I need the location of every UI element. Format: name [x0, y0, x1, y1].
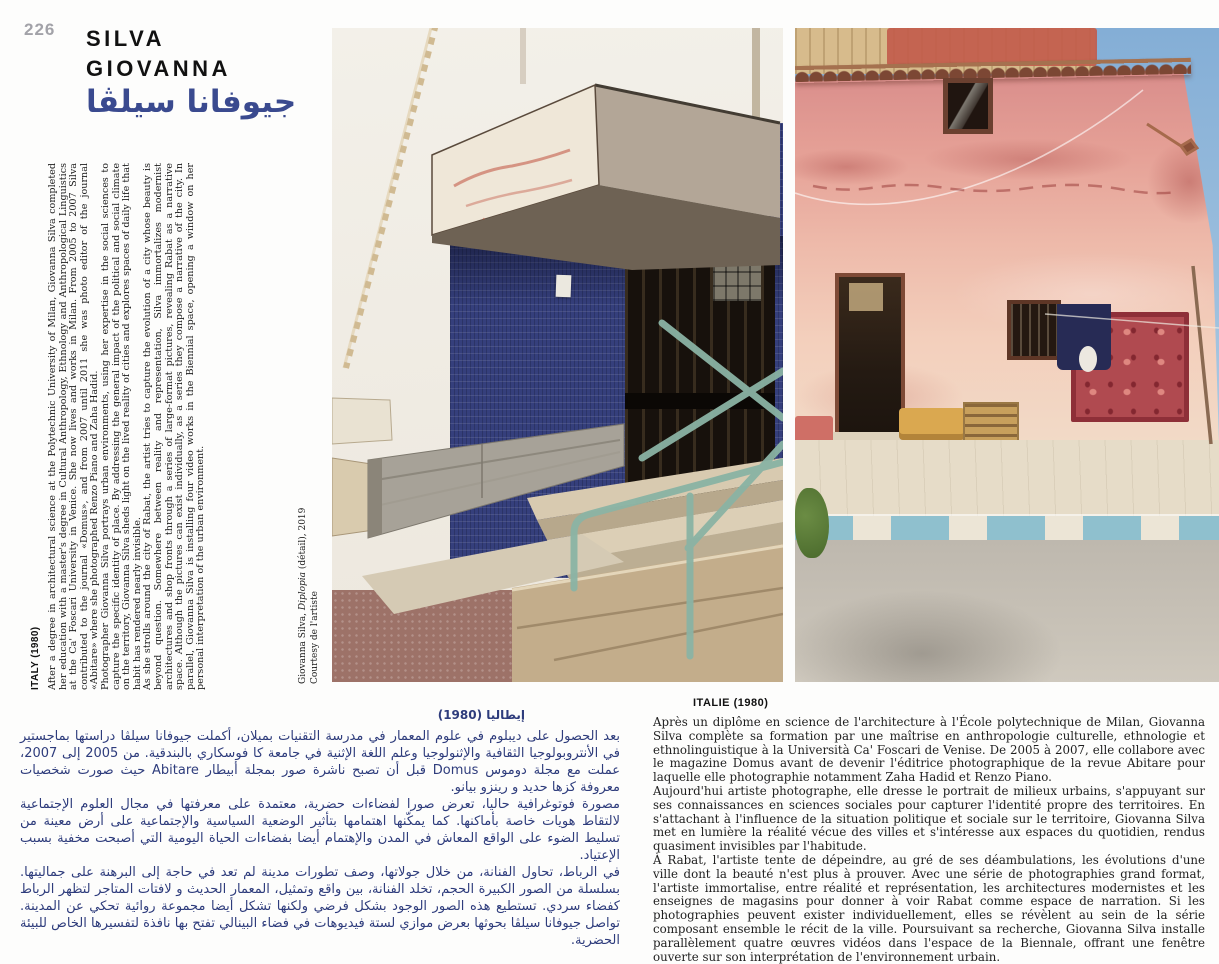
concrete-block [332, 398, 392, 444]
bio-english-paragraph: After a degree in architectural science at the Polytechnic University of Milan, Giovanna Silva completed her education with a master's degree in Cultural Anthropology, Ethnology and Anthropological Linguistics at the Ca' Foscari University in Venice. She now lives and works in Milan. From 2005 to 2007 Silva contributed to the journal «Domus», and from 2007 until 2011 she was photo editor of the journal «Abitare» where she photographed Renzo Piano and Zaha Hadid. [47, 163, 101, 690]
plank-end [368, 458, 382, 538]
caption-line-1: Giovanna Silva, Diplopia (détail), 2019 [298, 507, 308, 684]
artist-name-arabic: جيوفانا سيلڤا [86, 84, 297, 120]
artist-name-title [86, 24, 231, 84]
cable-wire [795, 90, 1143, 204]
dish-arm [1147, 124, 1197, 154]
photo-right [795, 28, 1219, 682]
bio-arabic-paragraph: في الرباط، تحاول الفنانة، من خلال جولاتها، وصف تطورات مدينة لم تعد في حاجة إلى البرهنة على جماليتها. بسلسلة من الصور الكبيرة الحجم، تخلد الفنانة، بين واقع وتمثيل، المعمار الحديث و لافتات المتاجر لتظهر الرباط كفضاء سردي. تستطيع هذه الصور الوجود بشكل فرضي ولكنها تشكل أيضا مجموعة روائية تحكي عن المدينة. تواصل جيوفانا سيلڤا بحوثها بعرض موازي لستة فيديوهات في فضاء البينالي تفتح بها نافذة لتفسيرها الخاص للبيئة الحضرية. [20, 865, 620, 948]
bio-french-paragraph: À Rabat, l'artiste tente de dépeindre, au gré de ses déambulations, les évolutions d'une ville dont la beauté n'est plus à prouver. Avec une série de photographies grand format, l'artiste immortalise, entre réalité et représentation, les architectures modernistes et les enseignes de magasins pour donner à voir Rabat comme espace de narration. Si les photographies peuvent exister individuellement, elles se révèlent au sein de la série composant ensemble le récit de la ville. Poursuivant sa recherche, Giovanna Silva installe parallèlement quatre œuvres vidéos dans l'espace de la Biennale, offrant une fenêtre ouverte sur son interprétation de l'environnement urbain. [653, 852, 1205, 964]
bio-french [653, 697, 1205, 964]
title-line-1: SILVA [86, 26, 166, 51]
bio-english-paragraph: Photographer Giovanna Silva portrays urban environments, using her expertise in the social sciences to capture the specific identity of place. By addressing the general impact of the political and social climate on the territory, Giovanna Silva sheds light on the lived reality of cities and explores spaces of daily life that habit has rendered nearly invisible. [99, 163, 143, 690]
bio-french-header: ITALIE (1980) [693, 697, 769, 709]
work-title: Diplopia [298, 571, 308, 611]
clothesline-pole [1193, 266, 1211, 444]
bio-arabic-header: إيطاليا (1980) [437, 708, 525, 722]
bio-english-rotated [30, 163, 207, 690]
photo-left [332, 28, 783, 682]
bio-english-paragraph: As she strolls around the city of Rabat, the artist tries to capture the evolution of a city whose beauty is beyond question. Somewhere between reality and representation, Silva immortalizes modernist architectures and shop fronts through a series of large-format pictures, revealing Rabat as a narrative space. Although the pictures can exist individually, as a series they compose a narrative of the city. In parallel, Giovanna Silva is installing four video works in the Biennial space, opening a window on her personal interpretation of the urban environment. [142, 163, 207, 690]
photo-right-overlay [795, 28, 1219, 682]
clothesline [1045, 314, 1219, 328]
bio-arabic-paragraph: بعد الحصول على ديبلوم في علوم المعمار في مدرسة التقنيات بميلان، أكملت جيوفانا سيلڤا دراستها بماجستير في الأنتروبولوجيا الثقافية والإثنولوجيا وعلم اللغة الإثنية في جامعة كا فوسكاري بالبندقية. من 2005 إلى 2007، عملت مع مجلة دوموس Domus قبل أن تصبح ناشرة صور بمجلة أبيطار Abitare حيث صورت شخصيات معروفة كزها حديد و رينزو بيانو. [20, 729, 620, 795]
title-line-2: GIOVANNA [86, 56, 231, 81]
staircase-steps [346, 28, 436, 368]
bio-english-text-block [30, 163, 207, 690]
caption-line-2: Courtesy de l'artiste [310, 591, 320, 684]
bio-english-header: ITALY (1980) [30, 626, 41, 690]
bio-french-paragraph: Après un diplôme en science de l'architecture à l'École polytechnique de Milan, Giovanna Silva complète sa formation par une maîtrise en anthropologie culturelle, ethnologie et ethnolinguistique à la Università Ca' Foscari de Venise. De 2005 à 2007, elle collabore avec le magazine Domus avant de devenir l'éditrice photographique de la revue Abitare pour laquelle elle photographie notamment Zaha Hadid et Renzo Piano. [653, 715, 1205, 785]
bio-french-paragraph: Aujourd'hui artiste photographe, elle dresse le portrait de milieux urbains, s'appuyant sur ses connaissances en sciences sociales pour capturer l'identité propre des territoires. En s'attachant à l'influence de la situation politique et sociale sur le territoire, Giovanna Silva met en lumière la réalité vécue des villes et s'intéresse aux espaces du quotidien, rendus quasiment invisibles par l'habitude. [653, 783, 1205, 854]
page-number: 226 [24, 20, 56, 39]
photo-caption [297, 492, 331, 684]
photo-left-scene [332, 28, 783, 682]
photo-caption-rotated [297, 492, 331, 684]
wall-crack [813, 185, 1177, 193]
bio-arabic-paragraph: مصورة فوتوغرافية حاليا، تعرض صورا لفضاءات حضرية، معتمدة على معرفتها في مجال العلوم الإجتماعية لالتقاط هويات خاصة بأماكنها. كما يمكّنها اهتمامها بتأثير الوضعية السياسية والإجتماعية على أرض معينة من تسليط الضوء على الواقع المعاش في المدن والإهتمام أيضا بفضاءات الحياة اليومية التي أصبحت مخفية بسبب الإعتياد. [20, 797, 620, 863]
